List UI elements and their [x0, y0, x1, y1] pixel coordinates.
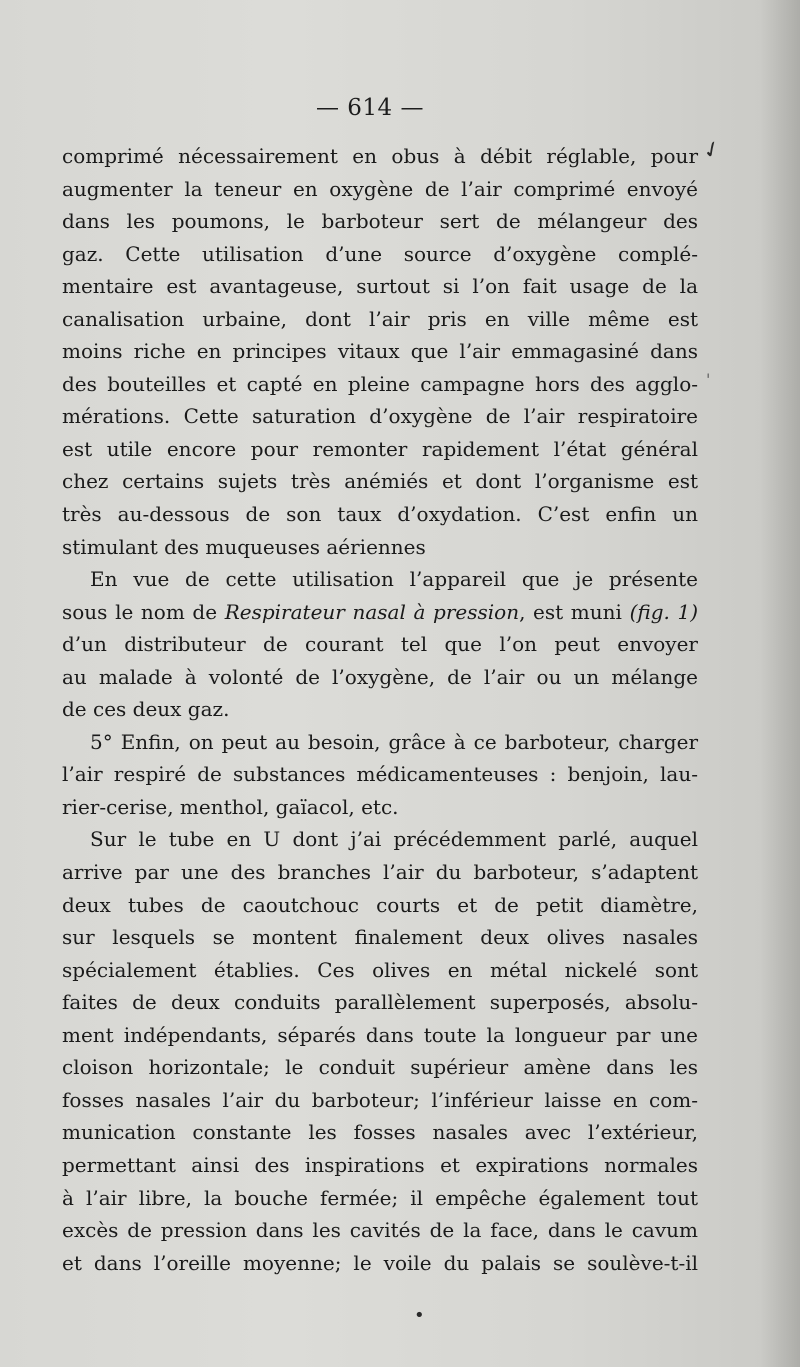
text-line: et dans l’oreille moyenne; le voile du palais se soulève-t-il [62, 1250, 698, 1275]
page-number: — 614 — [315, 95, 425, 121]
text-line: comprimé nécessairement en obus à débit réglable, pour [62, 144, 698, 168]
text-line: d’un distributeur de courant tel que l’on peut envoyer [62, 632, 698, 657]
text-line: deux tubes de caoutchouc courts et de petit diamètre, [62, 892, 698, 917]
text-line: mérations. Cette saturation d’oxygène de l’air respiratoire [62, 404, 698, 429]
text-line: des bouteilles et capté en pleine campagne hors des agglo- [62, 371, 698, 396]
text-line: augmenter la teneur en oxygène de l’air comprimé envoyé [62, 176, 698, 201]
text-line: est utile encore pour remonter rapidement l’état général [62, 436, 698, 461]
text-line: excès de pression dans les cavités de la face, dans le cavum [62, 1218, 698, 1243]
text-line: gaz. Cette utilisation d’une source d’oxygène complé- [62, 241, 698, 266]
margin-tick-mark: ✓ [698, 135, 726, 166]
text-line: à l’air libre, la bouche fermée; il empêche également tout [62, 1185, 698, 1210]
text-fragment: , est muni [519, 599, 622, 624]
text-line: fosses nasales l’air du barboteur; l’inférieur laisse en com- [62, 1087, 698, 1112]
text-line: Sur le tube en U dont j’ai précédemment parlé, auquel [90, 827, 698, 852]
text-line: arrive par une des branches l’air du barboteur, s’adaptent [62, 860, 698, 885]
text-line: canalisation urbaine, dont l’air pris en ville même est [62, 306, 698, 331]
page-edge-shadow [760, 0, 800, 1367]
margin-stroke-mark: ' [706, 370, 711, 389]
text-line: stimulant des muqueuses aériennes [62, 534, 426, 559]
figure-reference: (fig. 1) [629, 599, 699, 624]
text-line: En vue de cette utilisation l’appareil que je présente [90, 567, 698, 592]
device-name: Respirateur nasal à pression [224, 599, 520, 624]
text-line: spécialement établies. Ces olives en métal nickelé sont [62, 957, 698, 982]
text-line: de ces deux gaz. [62, 697, 230, 722]
text-line: ment indépendants, séparés dans toute la longueur par une [62, 1022, 698, 1047]
text-line: très au-dessous de son taux d’oxydation. C’est enfin un [62, 502, 698, 527]
text-line: faites de deux conduits parallèlement superposés, absolu- [62, 990, 698, 1015]
text-fragment: sous le nom de [62, 599, 218, 624]
paragraph-tube-en-u [62, 823, 698, 1279]
paragraph-respirateur [62, 563, 698, 726]
body-text [62, 140, 698, 1279]
text-line: mentaire est avantageuse, surtout si l’on fait usage de la [62, 274, 698, 299]
text-line: cloison horizontale; le conduit supérieur amène dans les [62, 1055, 698, 1080]
text-line: munication constante les fosses nasales avec l’extérieur, [62, 1120, 698, 1145]
text-line: permettant ainsi des inspirations et expirations normales [62, 1152, 698, 1177]
text-line: dans les poumons, le barboteur sert de mélangeur des [62, 209, 698, 234]
text-line: 5° Enfin, on peut au besoin, grâce à ce barboteur, charger [90, 729, 698, 754]
paragraph-point-5 [62, 726, 698, 824]
text-line: moins riche en principes vitaux que l’air emmagasiné dans [62, 339, 698, 364]
text-line: chez certains sujets très anémiés et dont l’organisme est [62, 469, 698, 494]
text-line: au malade à volonté de l’oxygène, de l’air ou un mélange [62, 664, 698, 689]
text-line: l’air respiré de substances médicamenteuses : benjoin, lau- [62, 762, 698, 787]
text-line: rier-cerise, menthol, gaïacol, etc. [62, 794, 399, 819]
text-line-with-title [62, 596, 698, 629]
ink-dot: • [414, 1305, 425, 1326]
paragraph-continuation [62, 140, 698, 563]
text-line: sur lesquels se montent finalement deux olives nasales [62, 925, 698, 950]
